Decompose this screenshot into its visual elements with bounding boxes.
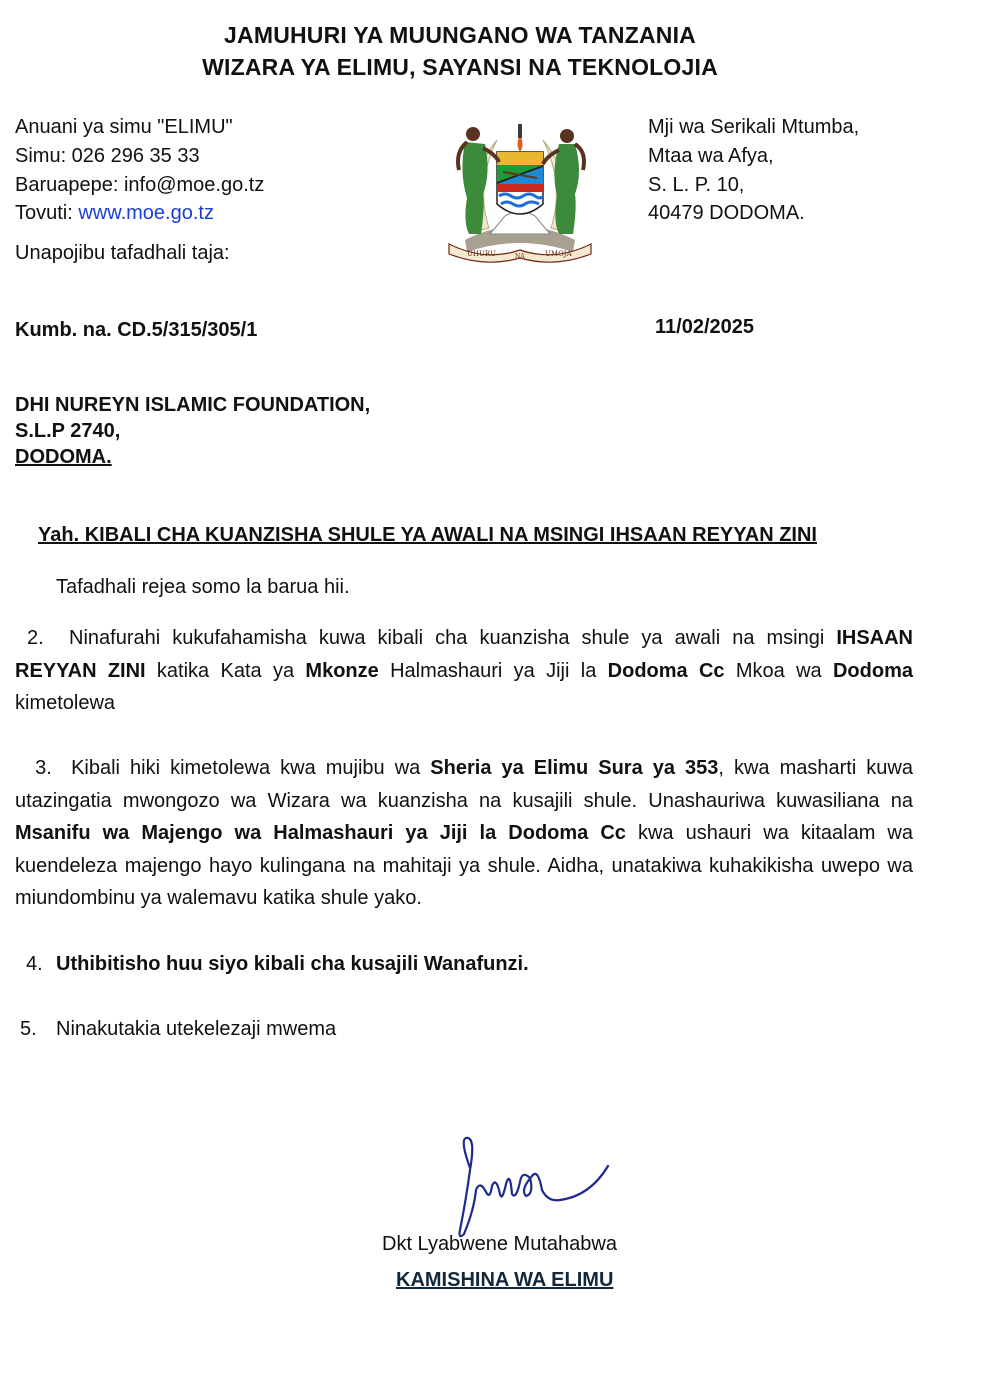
ward-name: Mkonze xyxy=(305,659,379,682)
office-street: Mtaa wa Afya, xyxy=(648,145,774,167)
handwritten-signature xyxy=(440,1130,625,1250)
paragraph-5-number: 5. xyxy=(20,1018,37,1040)
signatory-name: Dkt Lyabwene Mutahabwa xyxy=(382,1233,617,1255)
reference-number: Kumb. na. CD.5/315/305/1 xyxy=(15,319,258,341)
paragraph-1: Tafadhali rejea somo la barua hii. xyxy=(56,576,350,598)
motto-right: UMOJA xyxy=(545,250,572,258)
letter-subject: Yah. KIBALI CHA KUANZISHA SHULE YA AWALI NA MSINGI IHSAAN REYYAN ZINI xyxy=(38,524,817,546)
paragraph-2: 2. Ninafurahi kukufahamisha kuwa kibali cha kuanzisha shule ya awali na msingi IHSAAN REYYAN ZINI katika Kata ya Mkonze Halmashauri ya Jiji la Dodoma Cc Mkoa wa Dodoma kimetolewa xyxy=(15,622,913,720)
motto-mid: NA xyxy=(515,253,525,260)
ministry-header-line1: JAMUHURI YA MUUNGANO WA TANZANIA xyxy=(224,22,696,48)
paragraph-3: 3. Kibali hiki kimetolewa kwa mujibu wa Sheria ya Elimu Sura ya 353, kwa masharti kuwa utazingatia mwongozo wa Wizara wa kuanzisha na kusajili shule. Unashauriwa kuwasiliana na Msanifu wa Majengo wa Halmashauri ya Jiji la Dodoma Cc kwa ushauri wa kitaalam wa kuendeleza majengo hayo kulingana na mahitaji ya shule. Aidha, unatakiwa kuhakikisha uwepo wa miundombinu ya walemavu katika shule yako. xyxy=(15,752,913,915)
motto-left: UHURU xyxy=(467,250,497,258)
council-architect: Msanifu wa Majengo wa Halmashauri ya Jiji la Dodoma Cc xyxy=(15,822,626,844)
paragraph-5 xyxy=(20,1019,336,1039)
telegram-address: Anuani ya simu "ELIMU" xyxy=(15,116,233,138)
email-address: Baruapepe: info@moe.go.tz xyxy=(15,174,265,196)
paragraph-4-text: Uthibitisho huu siyo kibali cha kusajili Wanafunzi. xyxy=(56,953,529,975)
recipient-name: DHI NUREYN ISLAMIC FOUNDATION, xyxy=(15,394,371,416)
paragraph-3-number: 3. xyxy=(35,757,52,779)
letter-date: 11/02/2025 xyxy=(655,316,754,338)
coat-of-arms-emblem xyxy=(445,112,595,264)
education-act: Sheria ya Elimu Sura ya 353 xyxy=(430,757,719,779)
paragraph-2-number: 2. xyxy=(27,627,44,649)
paragraph-4-number: 4. xyxy=(26,953,43,975)
paragraph-4 xyxy=(26,954,529,974)
office-location: Mji wa Serikali Mtumba, xyxy=(648,116,860,138)
office-po-box: S. L. P. 10, xyxy=(648,174,745,196)
recipient-po-box: S.L.P 2740, xyxy=(15,420,121,442)
website-label: Tovuti: xyxy=(15,202,79,224)
phone-number: Simu: 026 296 35 33 xyxy=(15,145,200,167)
website-line xyxy=(15,203,214,223)
council-name: Dodoma Cc xyxy=(607,659,725,682)
website-link[interactable]: www.moe.go.tz xyxy=(78,202,214,224)
office-city: 40479 DODOMA. xyxy=(648,202,805,224)
ministry-header-line2: WIZARA YA ELIMU, SAYANSI NA TEKNOLOJIA xyxy=(202,54,718,80)
reply-note: Unapojibu tafadhali taja: xyxy=(15,242,230,264)
signatory-title: KAMISHINA WA ELIMU xyxy=(396,1269,614,1291)
school-name: IHSAAN REYYAN ZINI xyxy=(15,627,913,682)
recipient-city: DODOMA. xyxy=(15,446,112,468)
paragraph-5-text: Ninakutakia utekelezaji mwema xyxy=(56,1018,337,1040)
region-name: Dodoma xyxy=(832,659,913,682)
